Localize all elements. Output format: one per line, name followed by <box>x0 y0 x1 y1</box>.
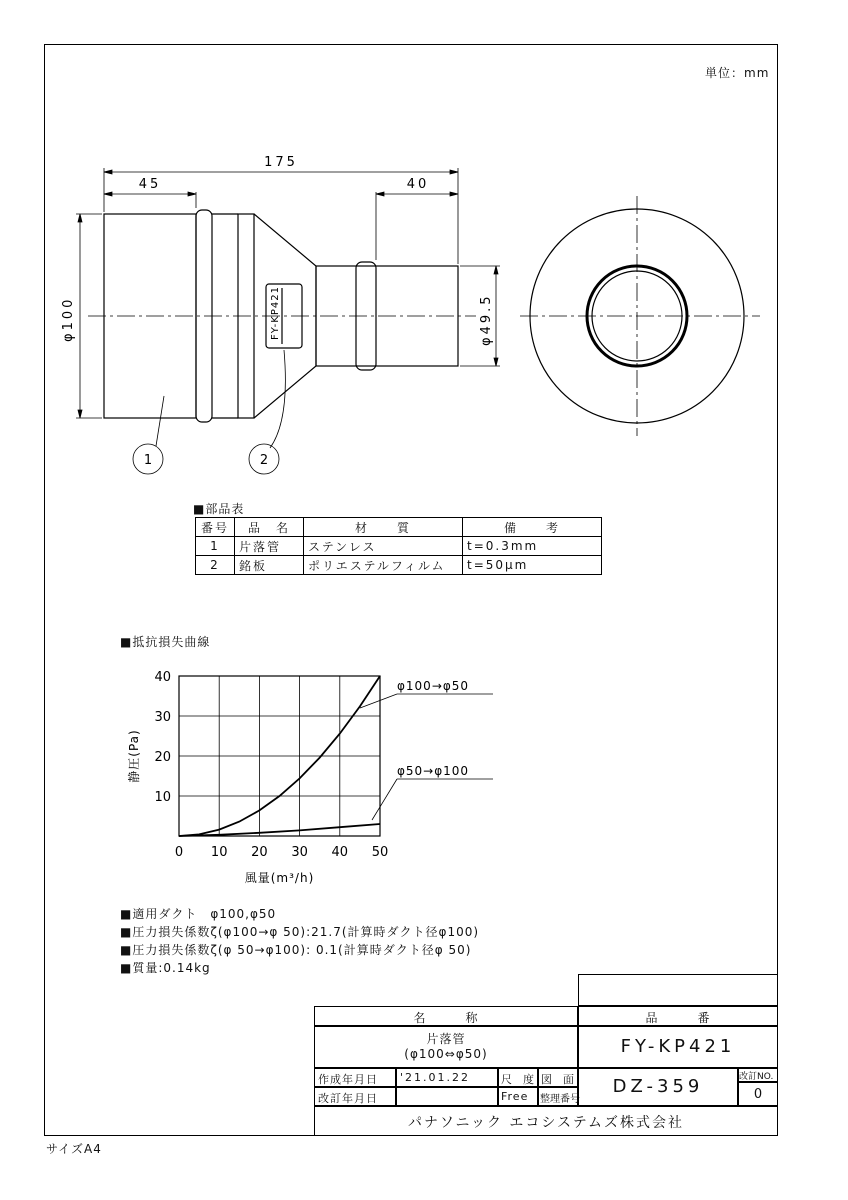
spec-loss-1: ■圧力損失係数ζ(φ100→φ 50):21.7(計算時ダクト径φ100) <box>120 925 480 939</box>
y-tick-label: 20 <box>154 750 171 765</box>
spec-mass: ■質量:0.14kg <box>120 961 211 975</box>
title-block-top <box>578 974 778 1006</box>
chart-title: ■抵抗損失曲線 <box>120 635 211 649</box>
cell: 2 <box>196 556 235 575</box>
nameplate-text: FY-KP421 <box>270 286 281 340</box>
x-tick-label: 50 <box>371 845 389 860</box>
created-label: 作成年月日 <box>318 1073 378 1086</box>
y-tick-label: 10 <box>154 790 171 805</box>
dim-left: 45 <box>138 177 162 192</box>
name-line-2: (φ100⇔φ50) <box>404 1047 488 1061</box>
drawing-no: DZ-359 <box>612 1076 704 1097</box>
callout-2: 2 <box>259 453 269 468</box>
series-leader-line <box>372 779 397 820</box>
cell: 銘板 <box>235 556 304 575</box>
dim-d-small: φ49.5 <box>479 293 494 346</box>
header-name: 品 名 <box>235 518 304 537</box>
units-label: 単位：mm <box>705 66 770 80</box>
cell: t=50μm <box>463 556 602 575</box>
dim-d-large: φ100 <box>61 296 76 342</box>
company-name: パナソニック エコシステムズ株式会社 <box>407 1115 685 1131</box>
rev-no: 0 <box>753 1087 763 1102</box>
product-label: 品 番 <box>645 1011 711 1025</box>
parts-header-row <box>196 518 602 537</box>
cell: 片落管 <box>235 537 304 556</box>
dim-right: 40 <box>406 177 430 192</box>
ref-label: 整理番号 <box>540 1094 580 1105</box>
x-tick-label: 0 <box>174 845 184 860</box>
series-line <box>179 824 380 836</box>
y-tick-label: 30 <box>154 710 171 725</box>
spec-duct: ■適用ダクト φ100,φ50 <box>120 907 277 921</box>
paper-size: サイズA4 <box>46 1142 102 1156</box>
header-number: 番号 <box>196 518 235 537</box>
scale-value: Free <box>501 1090 529 1103</box>
name-label: 名 称 <box>413 1011 479 1025</box>
rev-label: 改訂NO. <box>739 1072 774 1082</box>
cell: ポリエステルフィルム <box>304 556 463 575</box>
table-row <box>196 537 602 556</box>
cell: t=0.3mm <box>463 537 602 556</box>
product-no: FY-KP421 <box>620 1036 736 1057</box>
technical-drawing <box>0 0 848 490</box>
series-label: φ100→φ50 <box>397 679 470 693</box>
scale-label: 尺 度 <box>501 1073 534 1086</box>
name-line-1: 片落管 <box>426 1032 466 1046</box>
parts-table-title: ■部品表 <box>193 502 245 516</box>
series-label: φ50→φ100 <box>397 764 470 778</box>
resistance-chart <box>0 660 848 920</box>
created-date: '21.01.22 <box>400 1071 471 1084</box>
header-material: 材 質 <box>304 518 463 537</box>
revised-label: 改訂年月日 <box>318 1092 378 1105</box>
x-tick-label: 20 <box>251 845 268 860</box>
x-axis-label: 風量(m³/h) <box>244 871 315 885</box>
table-row <box>196 556 602 575</box>
header-remarks: 備 考 <box>463 518 602 537</box>
dim-total: 175 <box>264 155 298 170</box>
callout-1: 1 <box>143 453 153 468</box>
drawing-label: 図 面 <box>541 1073 574 1086</box>
x-tick-label: 40 <box>331 845 349 860</box>
x-tick-label: 10 <box>210 845 228 860</box>
parts-table <box>195 517 602 575</box>
spec-loss-2: ■圧力損失係数ζ(φ 50→φ100): 0.1(計算時ダクト径φ 50) <box>120 943 472 957</box>
revised-date-cell <box>396 1087 498 1106</box>
y-tick-label: 40 <box>154 670 171 685</box>
y-axis-label: 静圧(Pa) <box>127 729 141 783</box>
x-tick-label: 30 <box>291 845 308 860</box>
cell: ステンレス <box>304 537 463 556</box>
series-leader-line <box>360 694 397 708</box>
cell: 1 <box>196 537 235 556</box>
